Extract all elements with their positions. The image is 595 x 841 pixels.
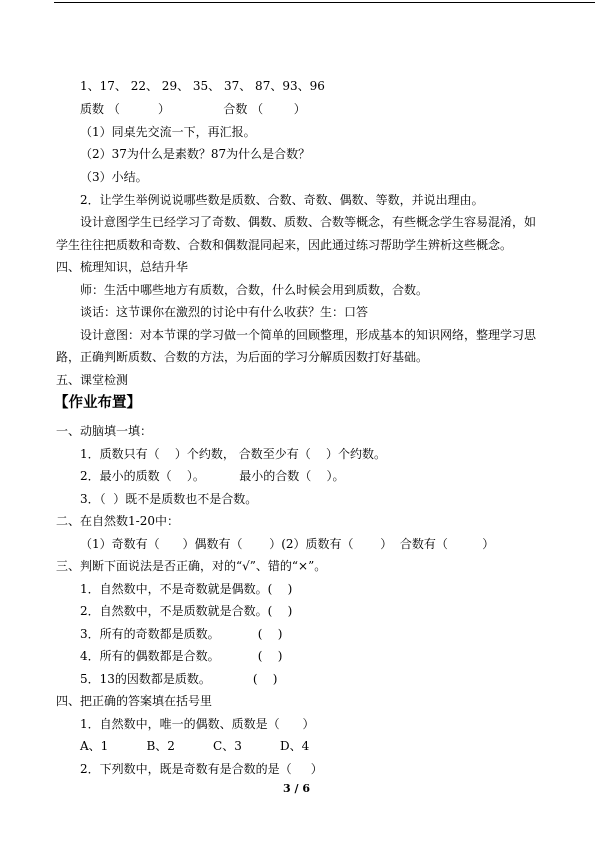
question-1-3: 3．（ ）既不是质数也不是合数。 <box>80 492 258 506</box>
text-line-10: 师：生活中哪些地方有质数，合数，什么时候会用到质数，合数。 <box>80 283 429 297</box>
question-3-3: 3．所有的奇数都是质数。 ( ) <box>80 627 283 641</box>
question-4-1: 1．自然数中，唯一的偶数、质数是（ ） <box>80 717 315 731</box>
text-line-7: 设计意图学生已经学习了奇数、偶数、质数、合数等概念，有些概念学生容易混淆，如 <box>80 215 537 229</box>
homework-heading: 【作业布置】 <box>54 395 141 411</box>
homework-part-2: 二、在自然数1-20中： <box>56 514 179 528</box>
question-3-2: 2．自然数中，不是质数就是合数。( ) <box>80 604 293 618</box>
question-1-1: 1．质数只有（ ）个约数， 合数至少有（ ）个约数。 <box>80 447 386 461</box>
section-heading-5: 五、课堂检测 <box>56 373 129 387</box>
text-line-4: （2）37为什么是素数？87为什么是合数？ <box>80 147 311 161</box>
homework-part-4: 四、把正确的答案填在括号里 <box>56 694 213 708</box>
text-line-6: 2．让学生举例说说哪些数是质数、合数、奇数、偶数、等数，并说出理由。 <box>80 193 484 207</box>
question-4-1-options: A、1 B、2 C、3 D、4 <box>80 739 310 753</box>
question-3-1: 1．自然数中，不是奇数就是偶数。( ) <box>80 582 293 596</box>
text-line-13: 路，正确判断质数、合数的方法，为后面的学习分解质因数打好基础。 <box>56 350 429 364</box>
question-3-4: 4．所有的偶数都是合数。 ( ) <box>80 649 283 663</box>
text-line-12: 设计意图：对本节课的学习做一个简单的回顾整理，形成基本的知识网络，整理学习思 <box>80 328 537 342</box>
page-top-rule <box>54 2 595 3</box>
text-line-2: 质数 （ ） 合数 （ ） <box>80 102 306 116</box>
question-3-5: 5．13的因数都是质数。 ( ) <box>80 672 278 686</box>
section-heading-4: 四、梳理知识，总结升华 <box>56 260 189 274</box>
page-number: 3 / 6 <box>283 782 310 795</box>
text-line-5: （3）小结。 <box>80 170 148 184</box>
question-1-2: 2．最小的质数（ ）。 最小的合数（ ）。 <box>80 469 345 483</box>
text-line-11: 谈话：这节课你在激烈的讨论中有什么收获？生：口答 <box>80 305 369 319</box>
text-line-1: 1、17、 22、 29、 35、 37、 87、93、96 <box>80 79 325 93</box>
question-4-2: 2．下列数中，既是奇数有是合数的是（ ） <box>80 762 323 776</box>
homework-part-1: 一、动脑填一填： <box>56 424 153 438</box>
text-line-3: （1）同桌先交流一下，再汇报。 <box>80 125 256 139</box>
text-line-8: 学生往往把质数和奇数、合数和偶数混同起来，因此通过练习帮助学生辨析这些概念。 <box>56 238 513 252</box>
question-2-1: （1）奇数有（ ）偶数有（ ）(2）质数有（ ） 合数有（ ） <box>80 537 495 551</box>
homework-part-3: 三、判断下面说法是否正确，对的“√”、错的“×”。 <box>56 559 327 573</box>
